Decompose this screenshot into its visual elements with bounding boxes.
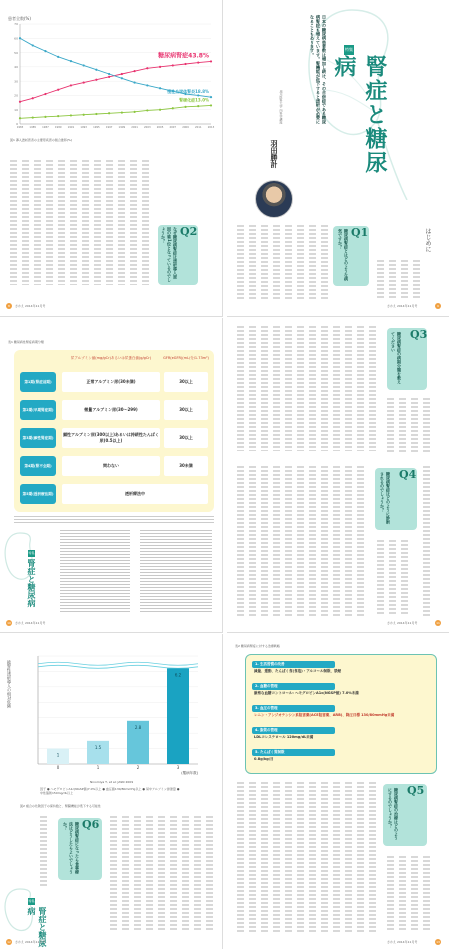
- x-tick-label: 1985: [29, 126, 37, 129]
- q1-question: 糖尿病腎症とはどのような病気ですか？: [338, 229, 349, 281]
- text-column: [285, 225, 292, 300]
- stage-gfr: 30以上: [164, 400, 208, 420]
- y-tick-label: 0: [16, 122, 18, 127]
- text-column: [170, 816, 177, 931]
- text-column: [110, 816, 117, 931]
- y-tick-label: 40: [14, 65, 18, 70]
- page-9: [227, 0, 449, 317]
- text-column: [297, 782, 304, 932]
- text-column: [401, 260, 408, 300]
- table-header-right: GFR(eGFR)(mL/分/1.73m²): [163, 356, 209, 360]
- y-tick-label: 10: [14, 107, 18, 112]
- text-column: [333, 466, 340, 616]
- text-column: [321, 466, 328, 616]
- stage-label: 第4期(腎不全期): [20, 456, 56, 476]
- text-column: [237, 326, 244, 451]
- bar-value-label: 1: [56, 752, 60, 758]
- text-column: [423, 466, 430, 616]
- text-column: [357, 782, 364, 932]
- text-column: [122, 816, 129, 931]
- page-number: 12: [7, 940, 11, 944]
- chart2-ylabel: 総腎性透析導入の相対危険: [7, 660, 12, 708]
- text-column: [333, 782, 340, 932]
- text-column: [194, 816, 201, 931]
- text-column: [249, 466, 256, 616]
- text-column: [34, 160, 41, 285]
- data-point: [159, 109, 161, 111]
- strategy-detail: 厳格な血糖コントロール: ヘモグロビンA1c(NGSP値) 7.0%未満: [254, 691, 359, 695]
- text-column: [273, 225, 280, 300]
- data-point: [70, 114, 72, 116]
- strategy-heading: 1. 生活習慣の改善: [252, 661, 335, 668]
- stage-criteria: 顕性アルブミン尿(300以上)あるいは持続性たんぱく尿(0.5以上): [62, 428, 160, 448]
- author-photo: [255, 180, 293, 218]
- table-row: [20, 482, 208, 506]
- page-footer: さかえ 2014年11月号: [15, 940, 46, 944]
- text-column: [321, 782, 328, 932]
- data-point: [210, 96, 212, 98]
- q6-question: 糖尿病腎症になったら食事療法はどうしたらよいでしょうか？: [63, 822, 80, 874]
- treatment-table: [245, 654, 437, 774]
- relative-risk-bar-chart: [8, 646, 208, 776]
- data-point: [83, 64, 85, 66]
- page-footer: さかえ 2014年11月号: [387, 304, 418, 308]
- stage-label: 第3期(顕性腎症期): [20, 428, 56, 448]
- data-point: [121, 77, 123, 79]
- text-column: [261, 782, 268, 932]
- text-column: [70, 160, 77, 285]
- data-point: [121, 73, 123, 75]
- text-column: [369, 326, 376, 451]
- stage-label: 第5期(透析療法期): [20, 484, 56, 504]
- text-column: [273, 466, 280, 616]
- text-column: [134, 816, 141, 931]
- x-tick-label: 2013: [207, 126, 215, 129]
- table-notes: [14, 516, 214, 524]
- text-column: [333, 326, 340, 451]
- data-point: [19, 101, 21, 103]
- q5-label: Q5: [407, 784, 425, 797]
- feature-title: 腎症と糖尿病: [331, 55, 388, 175]
- text-column: [285, 782, 292, 932]
- feature-title: 腎症と糖尿病: [27, 559, 37, 607]
- q6-label: Q6: [82, 818, 100, 831]
- text-column: [273, 782, 280, 932]
- lead-text: 日本の糖尿病患者数は増加し続け、その合併症である糖尿病腎症も増えています。腎機能が低下すると透析が必要になることもあります。: [310, 15, 327, 124]
- text-column: [285, 326, 292, 451]
- data-point: [210, 60, 212, 62]
- page-11: [227, 318, 449, 633]
- data-point: [70, 84, 72, 86]
- reference-list: [60, 530, 130, 612]
- stage-criteria: 正常アルブミン尿(30未満): [62, 372, 160, 392]
- q4-label: Q4: [399, 468, 417, 481]
- page-12: [0, 634, 223, 949]
- text-column: [261, 326, 268, 451]
- bar-value-label: 6.2: [174, 672, 182, 678]
- text-column: [357, 466, 364, 616]
- text-column: [321, 326, 328, 451]
- text-column: [285, 466, 292, 616]
- bar: [167, 668, 189, 764]
- text-column: [158, 816, 165, 931]
- data-point: [57, 56, 59, 58]
- series-label: 慢性糸球体腎炎18.8%: [167, 89, 209, 95]
- text-column: [249, 326, 256, 451]
- reference-list: [140, 530, 212, 612]
- strategy-heading: 2. 血糖の管理: [252, 683, 335, 690]
- text-column: [377, 260, 384, 300]
- page-10: [0, 318, 223, 633]
- data-point: [197, 61, 199, 63]
- text-column: [82, 160, 89, 285]
- stage-gfr: 30以上: [164, 428, 208, 448]
- series-line: [20, 105, 211, 118]
- data-point: [44, 116, 46, 118]
- x-tick-label: 2: [136, 765, 140, 770]
- q3-label: Q3: [410, 328, 428, 341]
- feature-badge: 特集: [28, 899, 35, 903]
- text-column: [387, 398, 394, 453]
- text-column: [297, 225, 304, 300]
- data-point: [134, 111, 136, 113]
- text-column: [345, 466, 352, 616]
- text-column: [237, 225, 244, 300]
- x-tick-label: 1997: [105, 126, 113, 129]
- text-column: [345, 782, 352, 932]
- strategy-heading: 5. たんぱく質制限: [252, 749, 335, 756]
- data-point: [146, 67, 148, 69]
- page-number: 9: [435, 303, 441, 309]
- page-number: 10: [7, 621, 11, 625]
- data-point: [44, 93, 46, 95]
- x-tick-label: 0: [56, 765, 60, 770]
- table-row: [20, 454, 208, 478]
- stage-criteria: 微量アルブミン尿(30〜299): [62, 400, 160, 420]
- q3-question: 糖尿病腎症の病期分類を教えてください: [391, 332, 402, 384]
- table2-caption: 表2 糖尿病腎症に対する治療戦略: [235, 644, 280, 648]
- figure1-caption: 図1 導入透析患者の主要原疾患の割合推移(%): [10, 138, 73, 142]
- data-point: [134, 70, 136, 72]
- data-point: [146, 109, 148, 111]
- axis-break: [38, 665, 198, 668]
- q2-question: なぜ糖尿病腎症は透析導入原因の第1位となっているのでしょうか？: [161, 227, 178, 282]
- data-point: [146, 84, 148, 86]
- text-column: [387, 856, 394, 932]
- x-tick-label: 1995: [93, 126, 100, 129]
- text-column: [345, 326, 352, 451]
- data-point: [121, 111, 123, 113]
- x-tick-label: 3: [176, 765, 180, 770]
- table1-caption: 表1 糖尿病性腎症病期分類: [8, 340, 44, 344]
- data-point: [32, 44, 34, 46]
- q2-label: Q2: [180, 225, 198, 238]
- text-column: [357, 326, 364, 451]
- stage-label: 第2期(早期腎症期): [20, 400, 56, 420]
- strategy-heading: 3. 血圧の管理: [252, 705, 335, 712]
- strategy-detail: LDLコレステロール 120mg/dL未満: [254, 735, 314, 739]
- q5-question: 糖尿病腎症の治療はどのようにするのでしょうか？: [388, 788, 399, 840]
- text-column: [411, 398, 418, 453]
- data-point: [70, 60, 72, 62]
- data-point: [19, 117, 21, 119]
- q4-question: 糖尿病腎症はどのように診断されるのでしょうか？: [380, 472, 391, 524]
- stage-criteria: 透析療法中: [62, 484, 208, 504]
- data-point: [134, 81, 136, 83]
- x-tick-label: 2009: [182, 126, 189, 129]
- text-column: [249, 225, 256, 300]
- data-point: [184, 106, 186, 108]
- text-column: [130, 160, 137, 285]
- y-tick-label: 30: [14, 79, 18, 84]
- x-tick-label: 1: [96, 765, 100, 770]
- x-axis-label: (罹病年数): [181, 771, 198, 775]
- text-column: [399, 398, 406, 453]
- page-8: [0, 0, 223, 317]
- figure2-caption: 図2 複合の危険因子の保持数と、腎臓機能が低下する可能性: [20, 804, 101, 808]
- text-column: [261, 466, 268, 616]
- bar-value-label: 2.8: [134, 724, 142, 730]
- text-column: [377, 540, 384, 616]
- data-point: [197, 105, 199, 107]
- data-point: [210, 104, 212, 106]
- text-column: [309, 466, 316, 616]
- page-number: 13: [436, 940, 440, 944]
- text-column: [237, 782, 244, 932]
- data-point: [19, 37, 21, 39]
- intro-heading: はじめに: [424, 228, 431, 252]
- data-point: [83, 81, 85, 83]
- strategy-detail: 0.8g/kg/日: [254, 757, 274, 761]
- table-header-left: 尿アルブミン値(mg/gCr)あるいは尿蛋白値(g/gCr): [70, 356, 152, 360]
- data-point: [83, 114, 85, 116]
- text-column: [411, 856, 418, 932]
- x-tick-label: 1999: [118, 126, 126, 129]
- bar-value-label: 1.5: [94, 744, 102, 750]
- x-tick-label: 1987: [42, 126, 49, 129]
- table-row: [20, 398, 208, 422]
- text-column: [142, 160, 149, 285]
- stage-gfr: 30以上: [164, 372, 208, 392]
- text-column: [249, 782, 256, 932]
- y-tick-label: 60: [14, 36, 18, 41]
- chart2-source: Ninomiya T, et al: JASN 2009: [90, 780, 134, 784]
- chart1-ylabel: 患者全数(%): [8, 16, 31, 21]
- page-footer: さかえ 2014年11月号: [387, 621, 418, 625]
- data-point: [197, 94, 199, 96]
- series-label: 腎硬化症13.0%: [179, 97, 209, 103]
- x-tick-label: 2003: [144, 126, 151, 129]
- text-column: [237, 466, 244, 616]
- data-point: [57, 89, 59, 91]
- table-row: [20, 426, 208, 450]
- data-point: [159, 87, 161, 89]
- data-point: [95, 113, 97, 115]
- feature-badge: 特集: [28, 551, 35, 555]
- text-column: [10, 160, 17, 285]
- data-point: [95, 69, 97, 71]
- text-column: [309, 225, 316, 300]
- data-point: [172, 64, 174, 66]
- strategy-detail: レニン・アンジオテンシン系阻害薬(ACE阻害薬、ARB)、降圧目標 130/80mmHg未満: [254, 713, 395, 717]
- x-tick-label: 1983: [16, 126, 24, 129]
- data-point: [57, 115, 59, 117]
- text-column: [369, 782, 376, 932]
- axis-break: [38, 662, 198, 665]
- page-number: 8: [6, 303, 12, 309]
- x-tick-label: 1993: [80, 126, 87, 129]
- text-column: [297, 326, 304, 451]
- feature-title: 腎症と糖尿病: [27, 907, 48, 947]
- text-column: [58, 160, 65, 285]
- y-tick-label: 50: [14, 50, 18, 55]
- author-affiliation: 旭川医科大学 内科学講座: [279, 90, 283, 124]
- stage-criteria: 問わない: [62, 456, 160, 476]
- data-point: [108, 112, 110, 114]
- text-column: [401, 540, 408, 616]
- text-column: [46, 160, 53, 285]
- text-column: [423, 856, 430, 932]
- feature-badge: 特集: [344, 45, 354, 55]
- author-name: 羽田勝計: [270, 140, 279, 168]
- data-point: [32, 97, 34, 99]
- text-column: [399, 856, 406, 932]
- text-column: [261, 225, 268, 300]
- text-column: [206, 816, 213, 931]
- data-point: [108, 73, 110, 75]
- text-column: [94, 160, 101, 285]
- stage-label: 第1期(腎症前期): [20, 372, 56, 392]
- page-13: [227, 634, 449, 949]
- text-column: [423, 398, 430, 453]
- chart2-legend: 因子 ● ヘモグロビンA1c(NGSP値)7.0%以上 ● 血圧値130/80mmHg以上 ● 尿中アルブミン排泄量 ● 中性脂肪150mg/dL以上: [40, 787, 180, 795]
- text-column: [389, 540, 396, 616]
- stage-gfr: 30未満: [164, 456, 208, 476]
- x-tick-label: 1991: [67, 126, 75, 129]
- text-column: [182, 816, 189, 931]
- data-point: [44, 50, 46, 52]
- page-footer: さかえ 2014年11月号: [387, 940, 418, 944]
- text-column: [389, 260, 396, 300]
- x-tick-label: 1989: [54, 126, 62, 129]
- text-column: [309, 782, 316, 932]
- data-point: [159, 66, 161, 68]
- page-number: 11: [436, 621, 440, 625]
- y-tick-label: 70: [14, 22, 18, 27]
- data-point: [95, 79, 97, 81]
- text-column: [297, 466, 304, 616]
- strategy-detail: 減量、運動、たんぱく食(食塩)・アルコール制限、禁煙: [254, 669, 341, 673]
- y-tick-label: 20: [14, 93, 18, 98]
- text-column: [22, 160, 29, 285]
- text-column: [146, 816, 153, 931]
- text-column: [273, 326, 280, 451]
- q1-label: Q1: [351, 226, 369, 239]
- staging-table: [14, 350, 214, 512]
- text-column: [40, 816, 47, 886]
- series-label: 糖尿病腎症43.8%: [158, 52, 209, 60]
- x-tick-label: 2005: [156, 126, 164, 129]
- x-tick-label: 2001: [131, 126, 138, 129]
- table-row: [20, 370, 208, 394]
- disease-ratio-line-chart: [6, 6, 216, 131]
- page-footer: さかえ 2014年11月号: [15, 621, 46, 625]
- strategy-heading: 4. 脂質の管理: [252, 727, 335, 734]
- text-column: [106, 160, 113, 285]
- text-column: [309, 326, 316, 451]
- text-column: [413, 260, 420, 300]
- page-footer: さかえ 2014年11月号: [15, 304, 46, 308]
- text-column: [118, 160, 125, 285]
- x-tick-label: 2011: [194, 126, 202, 129]
- x-tick-label: 2007: [169, 126, 177, 129]
- data-point: [32, 116, 34, 118]
- data-point: [108, 76, 110, 78]
- data-point: [184, 63, 186, 65]
- data-point: [172, 107, 174, 109]
- text-column: [321, 225, 328, 300]
